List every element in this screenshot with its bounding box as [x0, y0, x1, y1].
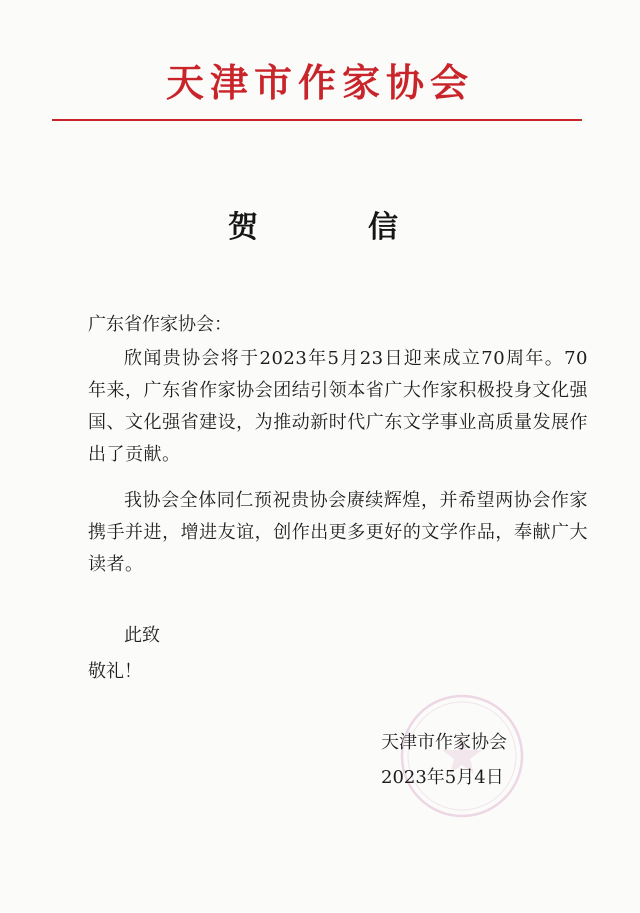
closing-line-1: 此致: [124, 625, 160, 646]
paragraph-1-text: 欣闻贵协会将于2023年5月23日迎来成立70周年。70年来，广东省作家协会团结引领本省广大作家积极投身文化强国、文化强省建设，为推动新时代广东文学事业高质量发展作出了贡献。: [88, 348, 588, 465]
signature-date: 2023年5月4日: [381, 767, 504, 788]
letter-title-char-2: 信: [368, 210, 398, 245]
closing-line-2: 敬礼！: [88, 661, 142, 682]
letterhead-divider: [52, 119, 582, 121]
body-paragraph-1: [88, 343, 588, 471]
letterhead-title: 天津市作家协会: [165, 60, 474, 105]
letter-title: [0, 206, 640, 250]
letter-title-char-1: 贺: [228, 210, 258, 245]
salutation: 广东省作家协会：: [88, 314, 232, 335]
signature-organization: 天津市作家协会: [381, 732, 507, 753]
paragraph-2-text: 我协会全体同仁预祝贵协会赓续辉煌，并希望两协会作家携手并进，增进友谊，创作出更多更好的文学作品，奉献广大读者。: [88, 490, 588, 575]
body-paragraph-2: [88, 485, 588, 581]
